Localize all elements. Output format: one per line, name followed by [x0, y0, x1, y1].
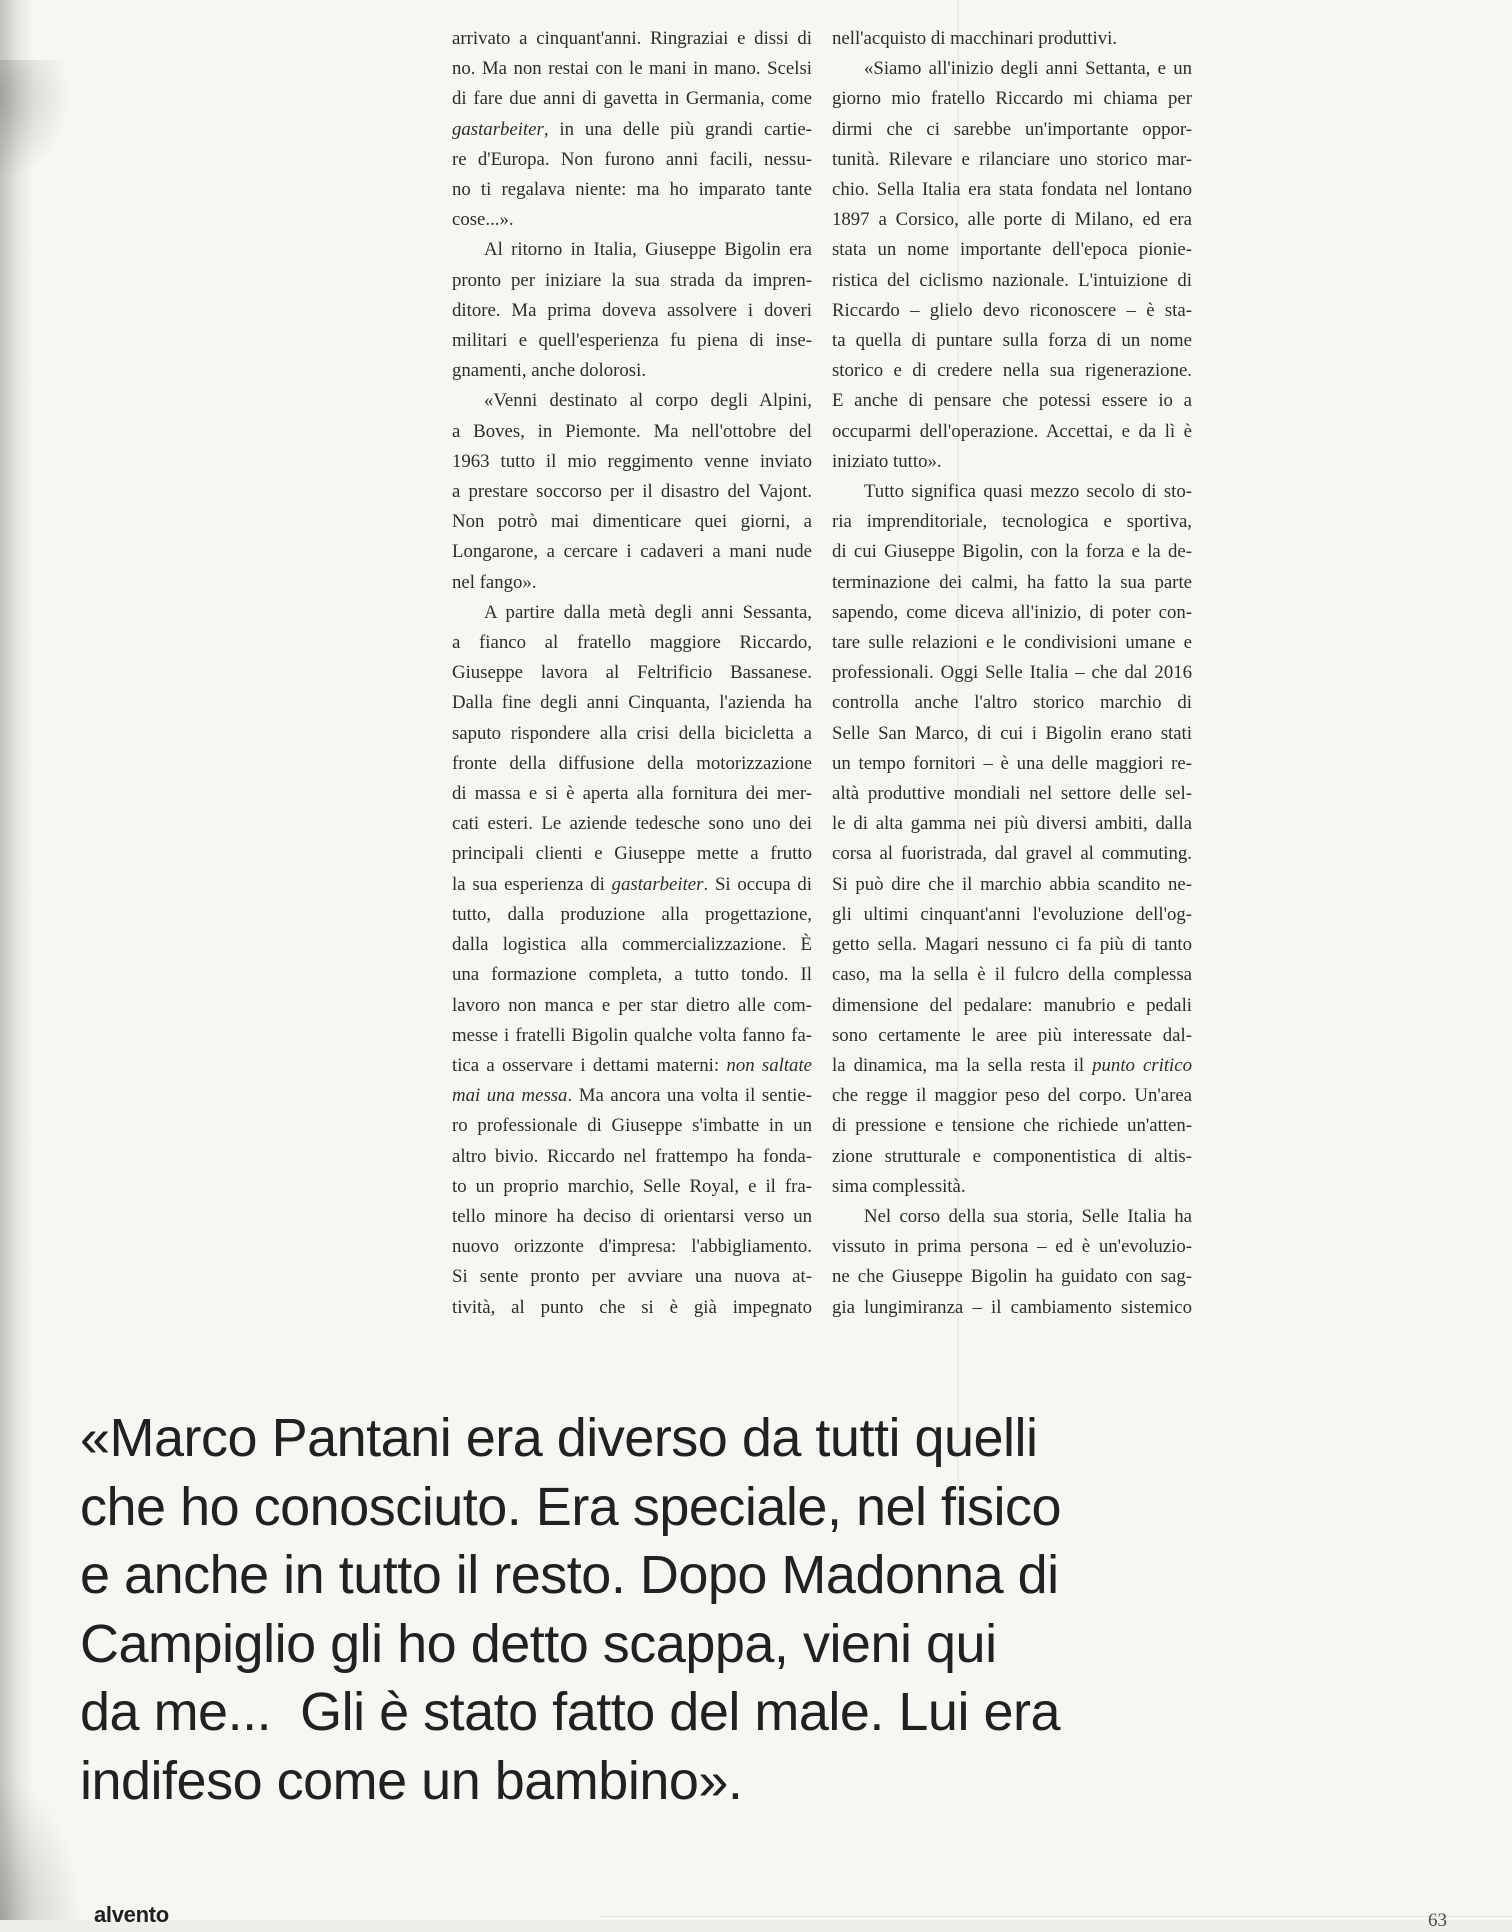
- paragraph: [832, 1202, 1192, 1323]
- text-line: to un proprio marchio, Selle Royal, e il fra-: [452, 1175, 812, 1197]
- text-line: a fianco al fratello maggiore Riccardo,: [452, 632, 812, 654]
- text-line: gli ultimi cinquant'anni l'evoluzione dell'og-: [832, 903, 1192, 925]
- text-line: ristica del ciclismo nazionale. L'intuizione di: [832, 269, 1192, 291]
- text-line: che regge il maggior peso del corpo. Un'area: [832, 1085, 1192, 1107]
- text-line: la dinamica, ma la sella resta il punto critico: [832, 1054, 1192, 1076]
- text-line: un tempo fornitori – è una delle maggiori re-: [832, 752, 1192, 774]
- pull-quote-line: da me... Gli è stato fatto del male. Lui era: [80, 1682, 1061, 1742]
- text-line: lavoro non manca e per star dietro alle com-: [452, 994, 812, 1016]
- text-line: dalla logistica alla commercializzazione. È: [452, 934, 812, 956]
- text-line: nell'acquisto di macchinari produttivi.: [832, 28, 1118, 49]
- text-line: Giuseppe lavora al Feltrificio Bassanese.: [452, 662, 812, 684]
- text-line: 1897 a Corsico, alle porte di Milano, ed era: [832, 209, 1192, 231]
- paragraph: [832, 477, 1192, 1202]
- text-line: fronte della diffusione della motorizzazione: [452, 752, 812, 774]
- text-line: Si sente pronto per avviare una nuova at-: [452, 1266, 812, 1288]
- text-line: ria imprenditoriale, tecnologica e sportiva,: [832, 511, 1192, 533]
- text-line: di fare due anni di gavetta in Germania, come: [452, 88, 812, 110]
- text-line: chio. Sella Italia era stata fondata nel lontano: [832, 179, 1192, 201]
- text-line: «Siamo all'inizio degli anni Settanta, e un: [864, 58, 1192, 80]
- text-line: altà produttive mondiali nel settore delle sel-: [832, 783, 1192, 805]
- text-line: una formazione completa, a tutto tondo. Il: [452, 964, 812, 986]
- text-line: la sua esperienza di gastarbeiter. Si occupa di: [452, 873, 812, 895]
- text-line: nuovo orizzonte d'impresa: l'abbigliamento.: [452, 1236, 812, 1258]
- text-line: E anche di pensare che potessi essere io a: [832, 390, 1192, 412]
- text-line: sono certamente le aree più interessate dal-: [832, 1024, 1192, 1046]
- text-line: storico e di credere nella sua rigenerazione.: [832, 360, 1192, 382]
- text-line: principali clienti e Giuseppe mette a frutto: [452, 843, 812, 865]
- text-line: tare sulle relazioni e le condivisioni umane e: [832, 632, 1192, 654]
- text-line: stata un nome importante dell'epoca pionie-: [832, 239, 1192, 261]
- text-line: re d'Europa. Non furono anni facili, nessu-: [452, 148, 812, 170]
- text-line: Riccardo – glielo devo riconoscere – è sta-: [832, 299, 1192, 321]
- text-line: militari e quell'esperienza fu piena di inse-: [452, 330, 812, 352]
- text-line: a prestare soccorso per il disastro del Vajont.: [452, 481, 812, 503]
- text-line: ro professionale di Giuseppe s'imbatte in un: [452, 1115, 812, 1137]
- paragraph: [452, 24, 812, 235]
- text-line: sima complessità.: [832, 1175, 966, 1197]
- text-line: di pressione e tensione che richiede un'atten-: [832, 1115, 1192, 1137]
- text-line: mai una messa. Ma ancora una volta il sentie-: [452, 1085, 812, 1107]
- text-line: di cui Giuseppe Bigolin, con la forza e la de-: [832, 541, 1192, 563]
- text-line: Non potrò mai dimenticare quei giorni, a: [452, 511, 812, 533]
- pull-quote-line: Campiglio gli ho detto scappa, vieni qui: [80, 1613, 997, 1674]
- pull-quote-line: «Marco Pantani era diverso da tutti quelli: [80, 1408, 1038, 1468]
- text-line: professionali. Oggi Selle Italia – che dal 2016: [832, 662, 1192, 684]
- text-line: messe i fratelli Bigolin qualche volta fanno fa-: [452, 1024, 812, 1046]
- text-line: controlla anche l'altro storico marchio di: [832, 692, 1192, 714]
- page-number: 63: [1428, 1910, 1447, 1931]
- pull-quote-line: indifeso come un bambino».: [80, 1750, 743, 1811]
- text-line: sapendo, come diceva all'inizio, di poter con-: [832, 601, 1192, 623]
- text-line: no ti regalava niente: ma ho imparato tante: [452, 179, 812, 201]
- text-line: Dalla fine degli anni Cinquanta, l'azienda ha: [452, 692, 812, 714]
- text-line: vissuto in prima persona – ed è un'evoluzio-: [832, 1236, 1192, 1258]
- paragraph: [452, 235, 812, 386]
- text-line: A partire dalla metà degli anni Sessanta,: [484, 601, 812, 623]
- text-line: giorno mio fratello Riccardo mi chiama per: [832, 88, 1192, 110]
- text-line: ditore. Ma prima doveva assolvere i doveri: [452, 299, 812, 321]
- text-line: Al ritorno in Italia, Giuseppe Bigolin era: [484, 239, 812, 261]
- text-line: a Boves, in Piemonte. Ma nell'ottobre del: [452, 420, 812, 442]
- text-line: terminazione dei calmi, ha fatto la sua parte: [832, 571, 1192, 593]
- text-line: caso, ma la sella è il fulcro della complessa: [832, 964, 1192, 986]
- pull-quote: [80, 1404, 1230, 1815]
- text-line: Tutto significa quasi mezzo secolo di sto-: [864, 481, 1192, 503]
- text-line: cati esteri. Le aziende tedesche sono uno dei: [452, 813, 812, 835]
- text-line: getto sella. Magari nessuno ci fa più di tanto: [832, 934, 1192, 956]
- pull-quote-line: che ho conosciuto. Era speciale, nel fisico: [80, 1476, 1062, 1537]
- text-line: di massa e si è aperta alla fornitura dei mer-: [452, 783, 812, 805]
- scan-corner-shadow-top: [0, 60, 70, 180]
- text-line: ta quella di puntare sulla forza di un nome: [832, 330, 1192, 352]
- text-line: zione strutturale e componentistica di altis-: [832, 1145, 1192, 1167]
- paragraph: [452, 598, 812, 1323]
- text-line: pronto per iniziare la sua strada da impren-: [452, 269, 812, 291]
- scan-bottom-edge: [600, 1916, 1512, 1917]
- text-line: arrivato a cinquant'anni. Ringraziai e dissi di: [452, 28, 812, 49]
- scan-corner-shadow-bottom: [0, 1780, 80, 1920]
- text-line: tica a osservare i dettami materni: non saltate: [452, 1054, 812, 1076]
- text-line: gastarbeiter, in una delle più grandi cartie-: [452, 118, 812, 140]
- text-line: gia lungimiranza – il cambiamento sistemico: [832, 1296, 1192, 1318]
- text-line: corsa al fuoristrada, dal gravel al commuting.: [832, 843, 1192, 865]
- text-line: gnamenti, anche dolorosi.: [452, 360, 647, 382]
- text-line: saputo rispondere alla crisi della bicicletta a: [452, 722, 812, 744]
- text-line: Longarone, a cercare i cadaveri a mani nude: [452, 541, 812, 563]
- text-line: tello minore ha deciso di orientarsi verso un: [452, 1205, 812, 1227]
- text-line: no. Ma non restai con le mani in mano. Scelsi: [452, 58, 812, 80]
- text-line: tutto, dalla produzione alla progettazione,: [452, 903, 812, 925]
- text-line: Si può dire che il marchio abbia scandito ne-: [832, 873, 1192, 895]
- paragraph: [832, 24, 1192, 54]
- paragraph: [832, 54, 1192, 477]
- text-line: le di alta gamma nei più diversi ambiti, dalla: [832, 813, 1192, 835]
- text-line: Nel corso della sua storia, Selle Italia ha: [864, 1205, 1192, 1227]
- article-column-right: [832, 24, 1192, 1323]
- text-line: dimensione del pedalare: manubrio e pedali: [832, 994, 1192, 1016]
- text-line: «Venni destinato al corpo degli Alpini,: [484, 390, 812, 412]
- text-line: ne che Giuseppe Bigolin ha guidato con sag-: [832, 1266, 1192, 1288]
- text-line: iniziato tutto».: [832, 450, 942, 472]
- text-line: tività, al punto che si è già impegnato: [452, 1296, 812, 1318]
- text-line: cose...».: [452, 209, 514, 231]
- article-column-left: [452, 24, 812, 1323]
- pull-quote-line: e anche in tutto il resto. Dopo Madonna di: [80, 1545, 1059, 1605]
- paragraph: [452, 386, 812, 597]
- scan-edge-shadow: [0, 0, 34, 1920]
- text-line: tunità. Rilevare e rilanciare uno storico mar-: [832, 148, 1192, 170]
- magazine-logo: alvento: [94, 1902, 169, 1927]
- text-line: Selle San Marco, di cui i Bigolin erano stati: [832, 722, 1192, 744]
- text-line: occuparmi dell'operazione. Accettai, e da lì è: [832, 420, 1192, 442]
- text-line: 1963 tutto il mio reggimento venne inviato: [452, 450, 812, 472]
- text-line: dirmi che ci sarebbe un'importante oppor-: [832, 118, 1192, 140]
- text-line: altro bivio. Riccardo nel frattempo ha fonda-: [452, 1145, 812, 1167]
- text-line: nel fango».: [452, 571, 537, 593]
